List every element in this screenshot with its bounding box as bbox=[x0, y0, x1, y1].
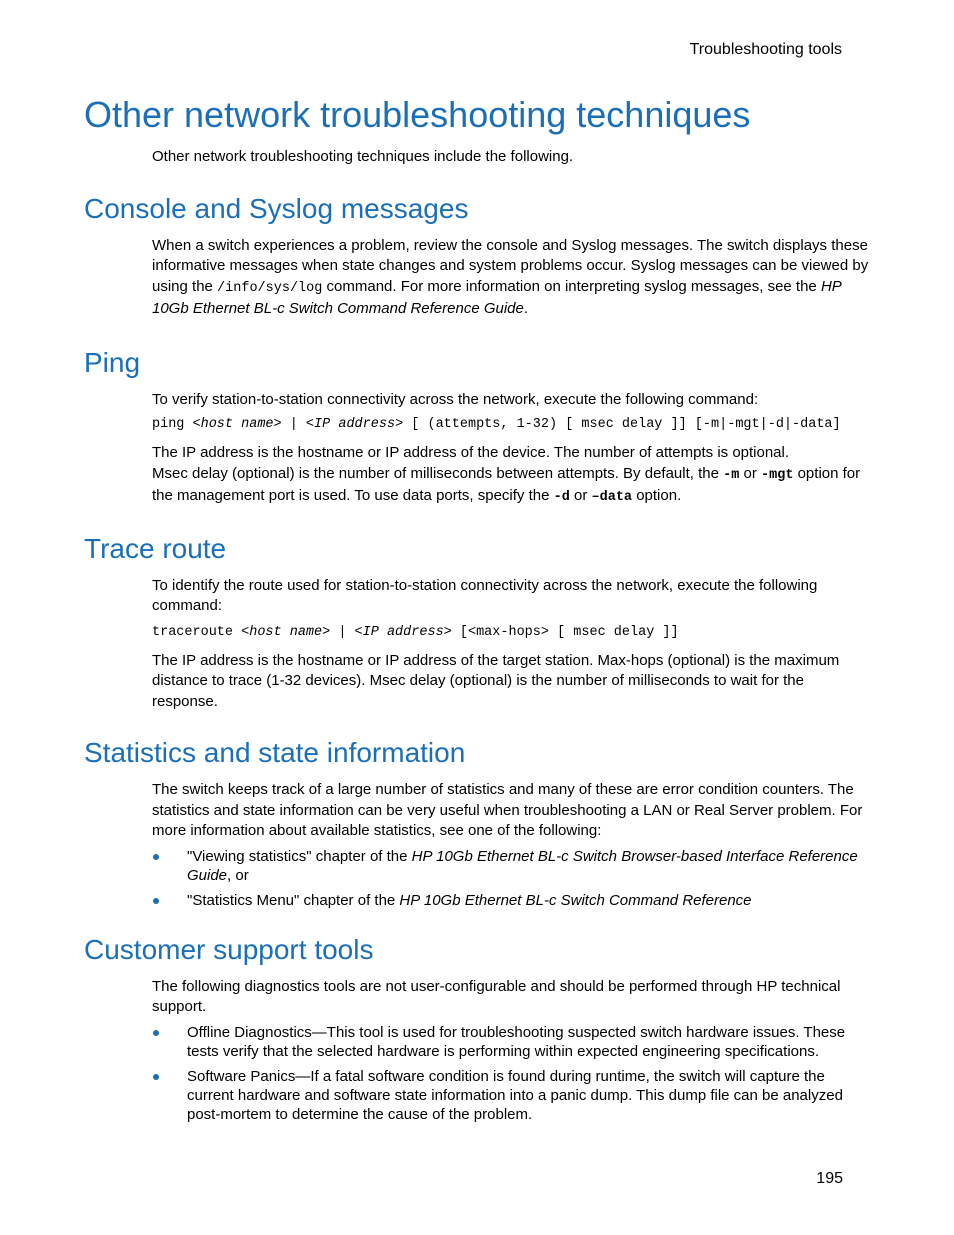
ping-description-2: Msec delay (optional) is the number of milliseconds between attempts. By default, the -m or -mgt option for the management port is used. To use data ports, specify the -d or –data option. bbox=[152, 464, 861, 505]
list-item: Software Panics—If a fatal software condition is found during runtime, the switch will capture the current hardware and software state information into a panic dump. This dump file can be analyzed post-mortem to determine the cause of the problem. bbox=[152, 1067, 872, 1124]
page-number: 195 bbox=[816, 1170, 843, 1187]
trace-description: The IP address is the hostname or IP address of the target station. Max-hops (optional) is the maximum distance to trace (1-32 devices). Msec delay (optional) is the number of milliseconds to wait for the response. bbox=[152, 651, 840, 710]
trace-heading: Trace route bbox=[84, 532, 227, 564]
list-item: Offline Diagnostics—This tool is used for troubleshooting suspected switch hardware issues. These tests verify that the selected hardware is performing within expected engineering specifications. bbox=[152, 1023, 872, 1061]
guide-title: HP 10Gb Ethernet BL-c Switch Command Reference Guide bbox=[152, 277, 842, 317]
bullet-icon bbox=[153, 1074, 159, 1080]
stats-intro: The switch keeps track of a large number of statistics and many of these are error condition counters. The statistics and state information can be very useful when troubleshooting a LAN or Real Server problem. For more information about available statistics, see one of the following: bbox=[152, 781, 863, 839]
ping-heading: Ping bbox=[84, 346, 141, 378]
stats-heading: Statistics and state information bbox=[84, 737, 466, 768]
stats-list bbox=[152, 847, 872, 910]
trace-intro: To identify the route used for station-to-station connectivity across the network, execute the following command: bbox=[152, 576, 818, 614]
ping-intro: To verify station-to-station connectivity across the network, execute the following command: bbox=[152, 390, 759, 408]
page-title: Other network troubleshooting techniques bbox=[84, 94, 751, 135]
intro-paragraph: Other network troubleshooting techniques include the following. bbox=[152, 148, 574, 165]
bullet-icon bbox=[153, 898, 159, 904]
trace-command: traceroute <host name> | <IP address> [<max-hops> [ msec delay ]] bbox=[152, 624, 679, 640]
list-item: "Viewing statistics" chapter of the HP 10Gb Ethernet BL-c Switch Browser-based Interface Reference Guide, or bbox=[152, 847, 872, 885]
syslog-command: /info/sys/log bbox=[217, 280, 323, 296]
bullet-icon bbox=[153, 1030, 159, 1036]
support-list bbox=[152, 1023, 872, 1124]
support-heading: Customer support tools bbox=[84, 933, 374, 965]
ping-command: ping <host name> | <IP address> [ (attempts, 1-32) [ msec delay ]] [-m|-mgt|-d|-data] bbox=[152, 417, 841, 432]
ping-description-1: The IP address is the hostname or IP address of the device. The number of attempts is optional. bbox=[152, 444, 790, 461]
running-header: Troubleshooting tools bbox=[689, 41, 842, 58]
console-heading: Console and Syslog messages bbox=[84, 192, 469, 224]
console-paragraph: When a switch experiences a problem, review the console and Syslog messages. The switch displays these informative messages when state changes and system problems occur. Syslog messages can be viewed by using the /info/sys/log command. For more information on interpreting syslog messages, see the HP 10Gb Ethernet BL-c Switch Command Reference Guide. bbox=[152, 236, 869, 317]
bullet-icon bbox=[153, 854, 159, 860]
support-intro: The following diagnostics tools are not user-configurable and should be performed through HP technical support. bbox=[152, 977, 841, 1015]
list-item: "Statistics Menu" chapter of the HP 10Gb Ethernet BL-c Switch Command Reference bbox=[152, 891, 872, 910]
page-content bbox=[84, 92, 884, 1124]
